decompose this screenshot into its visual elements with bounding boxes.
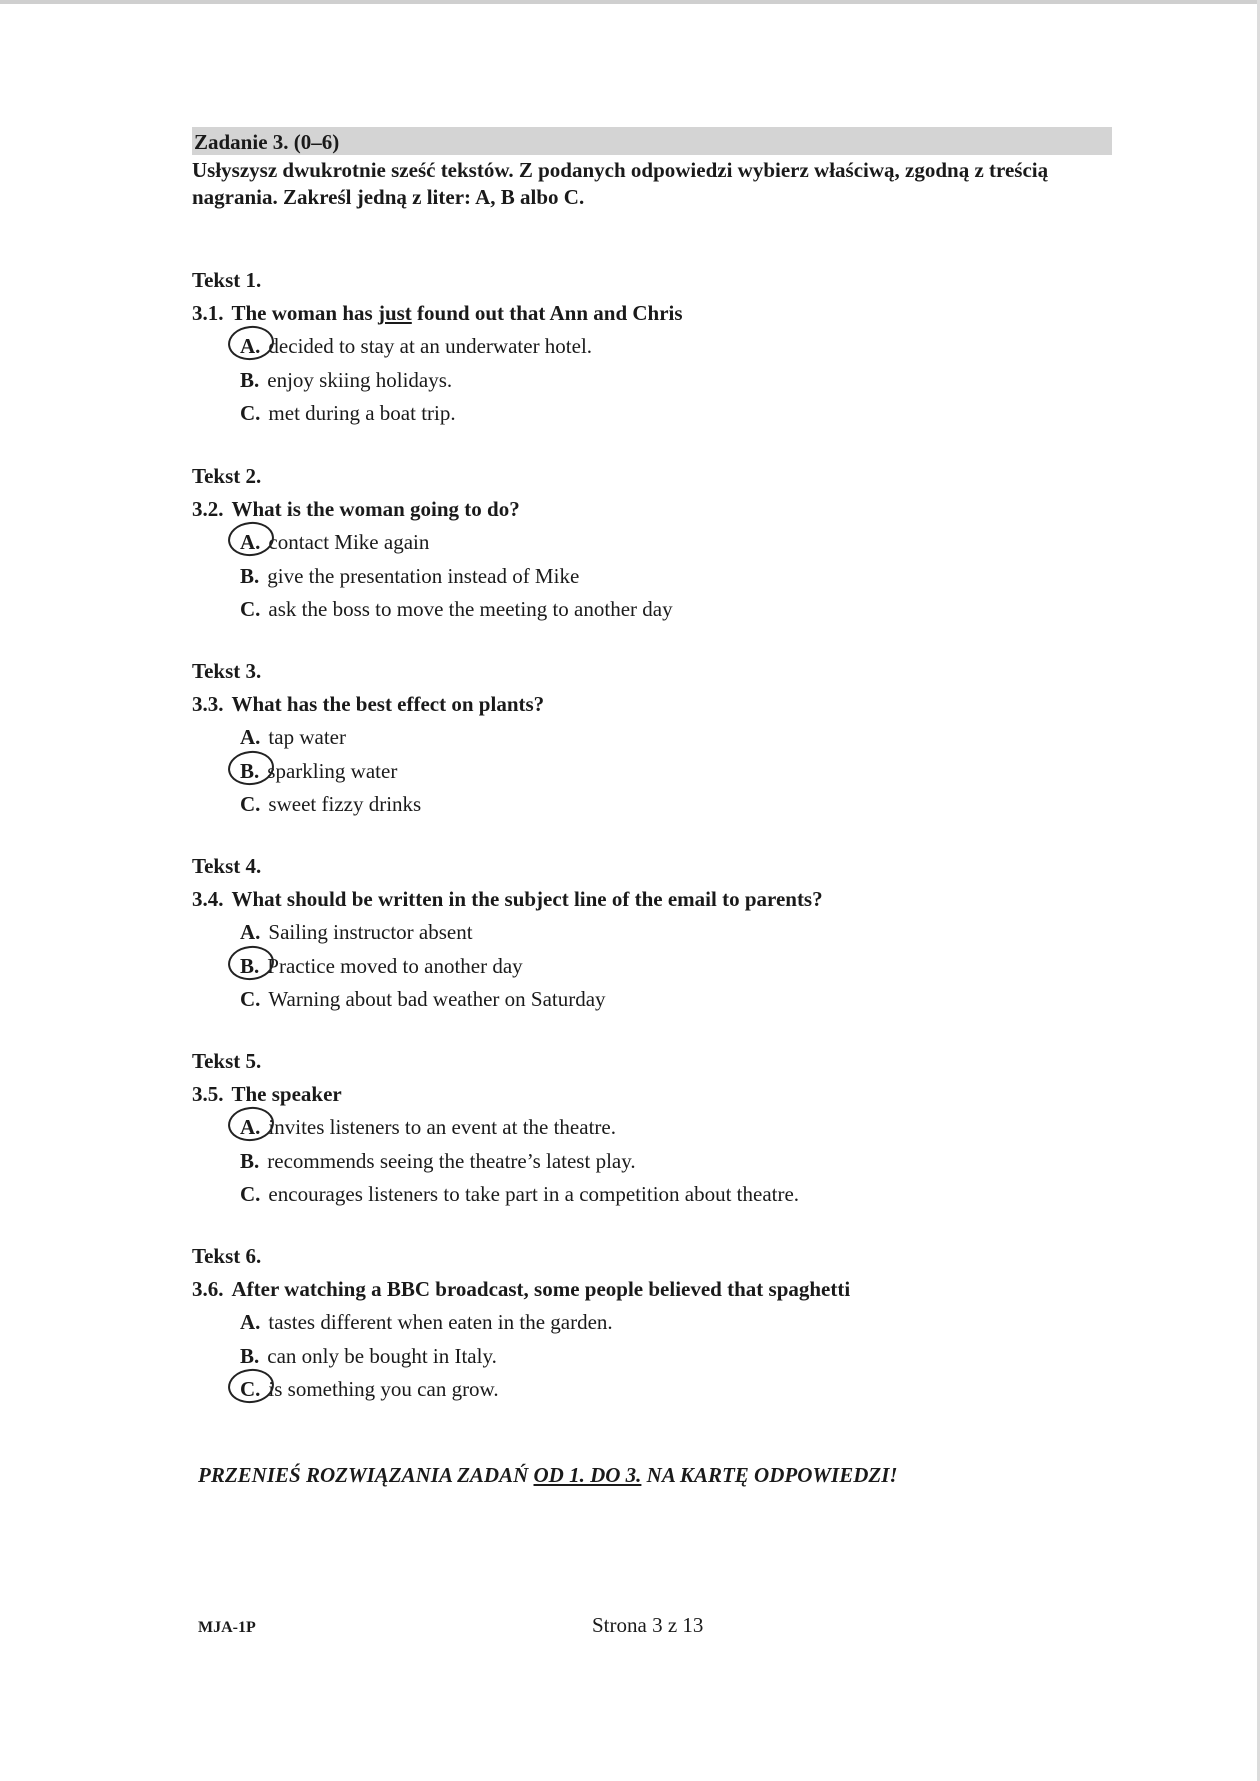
option-letter: A.	[240, 1310, 261, 1334]
text-label: Tekst 5.	[192, 1049, 262, 1073]
question-text: What has the best effect on plants?	[231, 692, 545, 716]
page-edge	[0, 0, 1260, 4]
task-title: Zadanie 3. (0–6)	[192, 127, 1112, 155]
question-text: The speaker	[231, 1082, 342, 1106]
option-letter: A.	[240, 1111, 260, 1145]
option-text: tastes different when eaten in the garden.	[268, 1310, 613, 1334]
question-number: 3.2.	[192, 497, 224, 521]
option-a[interactable]	[192, 1111, 799, 1145]
question	[192, 882, 823, 916]
option-letter: B.	[240, 563, 260, 588]
question-text: The woman has	[231, 301, 378, 325]
option-b[interactable]	[192, 1340, 850, 1374]
question-text-end: found out that Ann and Chris	[411, 301, 683, 325]
option-c[interactable]	[192, 1373, 850, 1407]
page-number: Strona 3 z 13	[592, 1613, 704, 1637]
option-text: decided to stay at an underwater hotel.	[268, 334, 593, 358]
option-text: contact Mike again	[268, 530, 430, 554]
text-label: Tekst 3.	[192, 659, 262, 683]
text-block-5	[192, 1045, 799, 1212]
option-letter: C.	[240, 792, 261, 816]
option-text: invites listeners to an event at the theatre.	[268, 1115, 616, 1139]
transfer-instruction	[198, 1463, 898, 1488]
option-b[interactable]	[192, 755, 544, 789]
text-label: Tekst 6.	[192, 1244, 262, 1268]
option-text: give the presentation instead of Mike	[267, 563, 580, 588]
question-text: What is the woman going to do?	[231, 497, 520, 521]
text-label: Tekst 4.	[192, 854, 262, 878]
option-letter: A.	[240, 920, 261, 944]
option-text: Warning about bad weather on Saturday	[268, 987, 606, 1011]
option-letter: A.	[240, 526, 260, 560]
question-number: 3.6.	[192, 1277, 224, 1301]
text-block-6	[192, 1240, 850, 1407]
question-text: After watching a BBC broadcast, some people believed that spaghetti	[231, 1277, 851, 1301]
option-letter: B.	[240, 367, 260, 392]
option-text: recommends seeing the theatre’s latest play.	[267, 1148, 636, 1173]
text-block-1	[192, 264, 683, 431]
question	[192, 492, 673, 526]
option-b[interactable]	[192, 364, 683, 398]
option-c[interactable]	[192, 593, 673, 627]
option-text: encourages listeners to take part in a competition about theatre.	[268, 1182, 800, 1206]
question-number: 3.4.	[192, 887, 224, 911]
option-letter: B.	[240, 950, 259, 984]
option-text: Sailing instructor absent	[268, 920, 473, 944]
option-text: met during a boat trip.	[268, 401, 456, 425]
question-underlined: just	[377, 301, 412, 325]
option-a[interactable]	[192, 1306, 850, 1340]
text-block-2	[192, 460, 673, 627]
question-number: 3.5.	[192, 1082, 224, 1106]
transfer-text-end: NA KARTĘ ODPOWIEDZI!	[641, 1463, 898, 1487]
task-instruction: Usłyszysz dwukrotnie sześć tekstów. Z podanych odpowiedzi wybierz właściwą, zgodną z treścią nagrania. Zakreśl jedną z liter: A, B albo C.	[192, 158, 1049, 209]
option-letter: B.	[240, 1343, 260, 1368]
question	[192, 1077, 799, 1111]
option-a[interactable]	[192, 916, 823, 950]
option-text: tap water	[268, 725, 346, 749]
question	[192, 296, 683, 330]
option-letter: C.	[240, 1373, 260, 1407]
option-letter: A.	[240, 725, 261, 749]
question-text: What should be written in the subject line of the email to parents?	[231, 887, 823, 911]
option-letter: C.	[240, 987, 261, 1011]
option-b[interactable]	[192, 1145, 799, 1179]
option-letter: A.	[240, 330, 260, 364]
task-section	[192, 127, 1112, 211]
option-a[interactable]	[192, 330, 683, 364]
question-number: 3.3.	[192, 692, 224, 716]
option-letter: C.	[240, 597, 261, 621]
option-b[interactable]	[192, 560, 673, 594]
exam-code: MJA-1P	[198, 1619, 256, 1636]
option-letter: B.	[240, 1148, 260, 1173]
question-number: 3.1.	[192, 301, 224, 325]
question	[192, 1272, 850, 1306]
option-c[interactable]	[192, 788, 544, 822]
option-c[interactable]	[192, 983, 823, 1017]
transfer-text: PRZENIEŚ ROZWIĄZANIA ZADAŃ	[198, 1463, 534, 1487]
option-text: ask the boss to move the meeting to another day	[268, 597, 673, 621]
option-letter: C.	[240, 1182, 261, 1206]
text-label: Tekst 1.	[192, 268, 262, 292]
option-c[interactable]	[192, 1178, 799, 1212]
text-label: Tekst 2.	[192, 464, 262, 488]
option-letter: B.	[240, 755, 259, 789]
transfer-underlined: OD 1. DO 3.	[533, 1463, 642, 1487]
option-text: enjoy skiing holidays.	[267, 367, 453, 392]
option-text: sweet fizzy drinks	[268, 792, 422, 816]
option-letter: C.	[240, 401, 261, 425]
text-block-3	[192, 655, 544, 822]
option-text: is something you can grow.	[268, 1377, 499, 1401]
option-a[interactable]	[192, 721, 544, 755]
option-text: can only be bought in Italy.	[267, 1343, 497, 1368]
option-text: Practice moved to another day	[267, 953, 523, 978]
option-text: sparkling water	[267, 758, 398, 783]
option-c[interactable]	[192, 397, 683, 431]
question	[192, 687, 544, 721]
option-b[interactable]	[192, 950, 823, 984]
option-a[interactable]	[192, 526, 673, 560]
text-block-4	[192, 850, 823, 1017]
